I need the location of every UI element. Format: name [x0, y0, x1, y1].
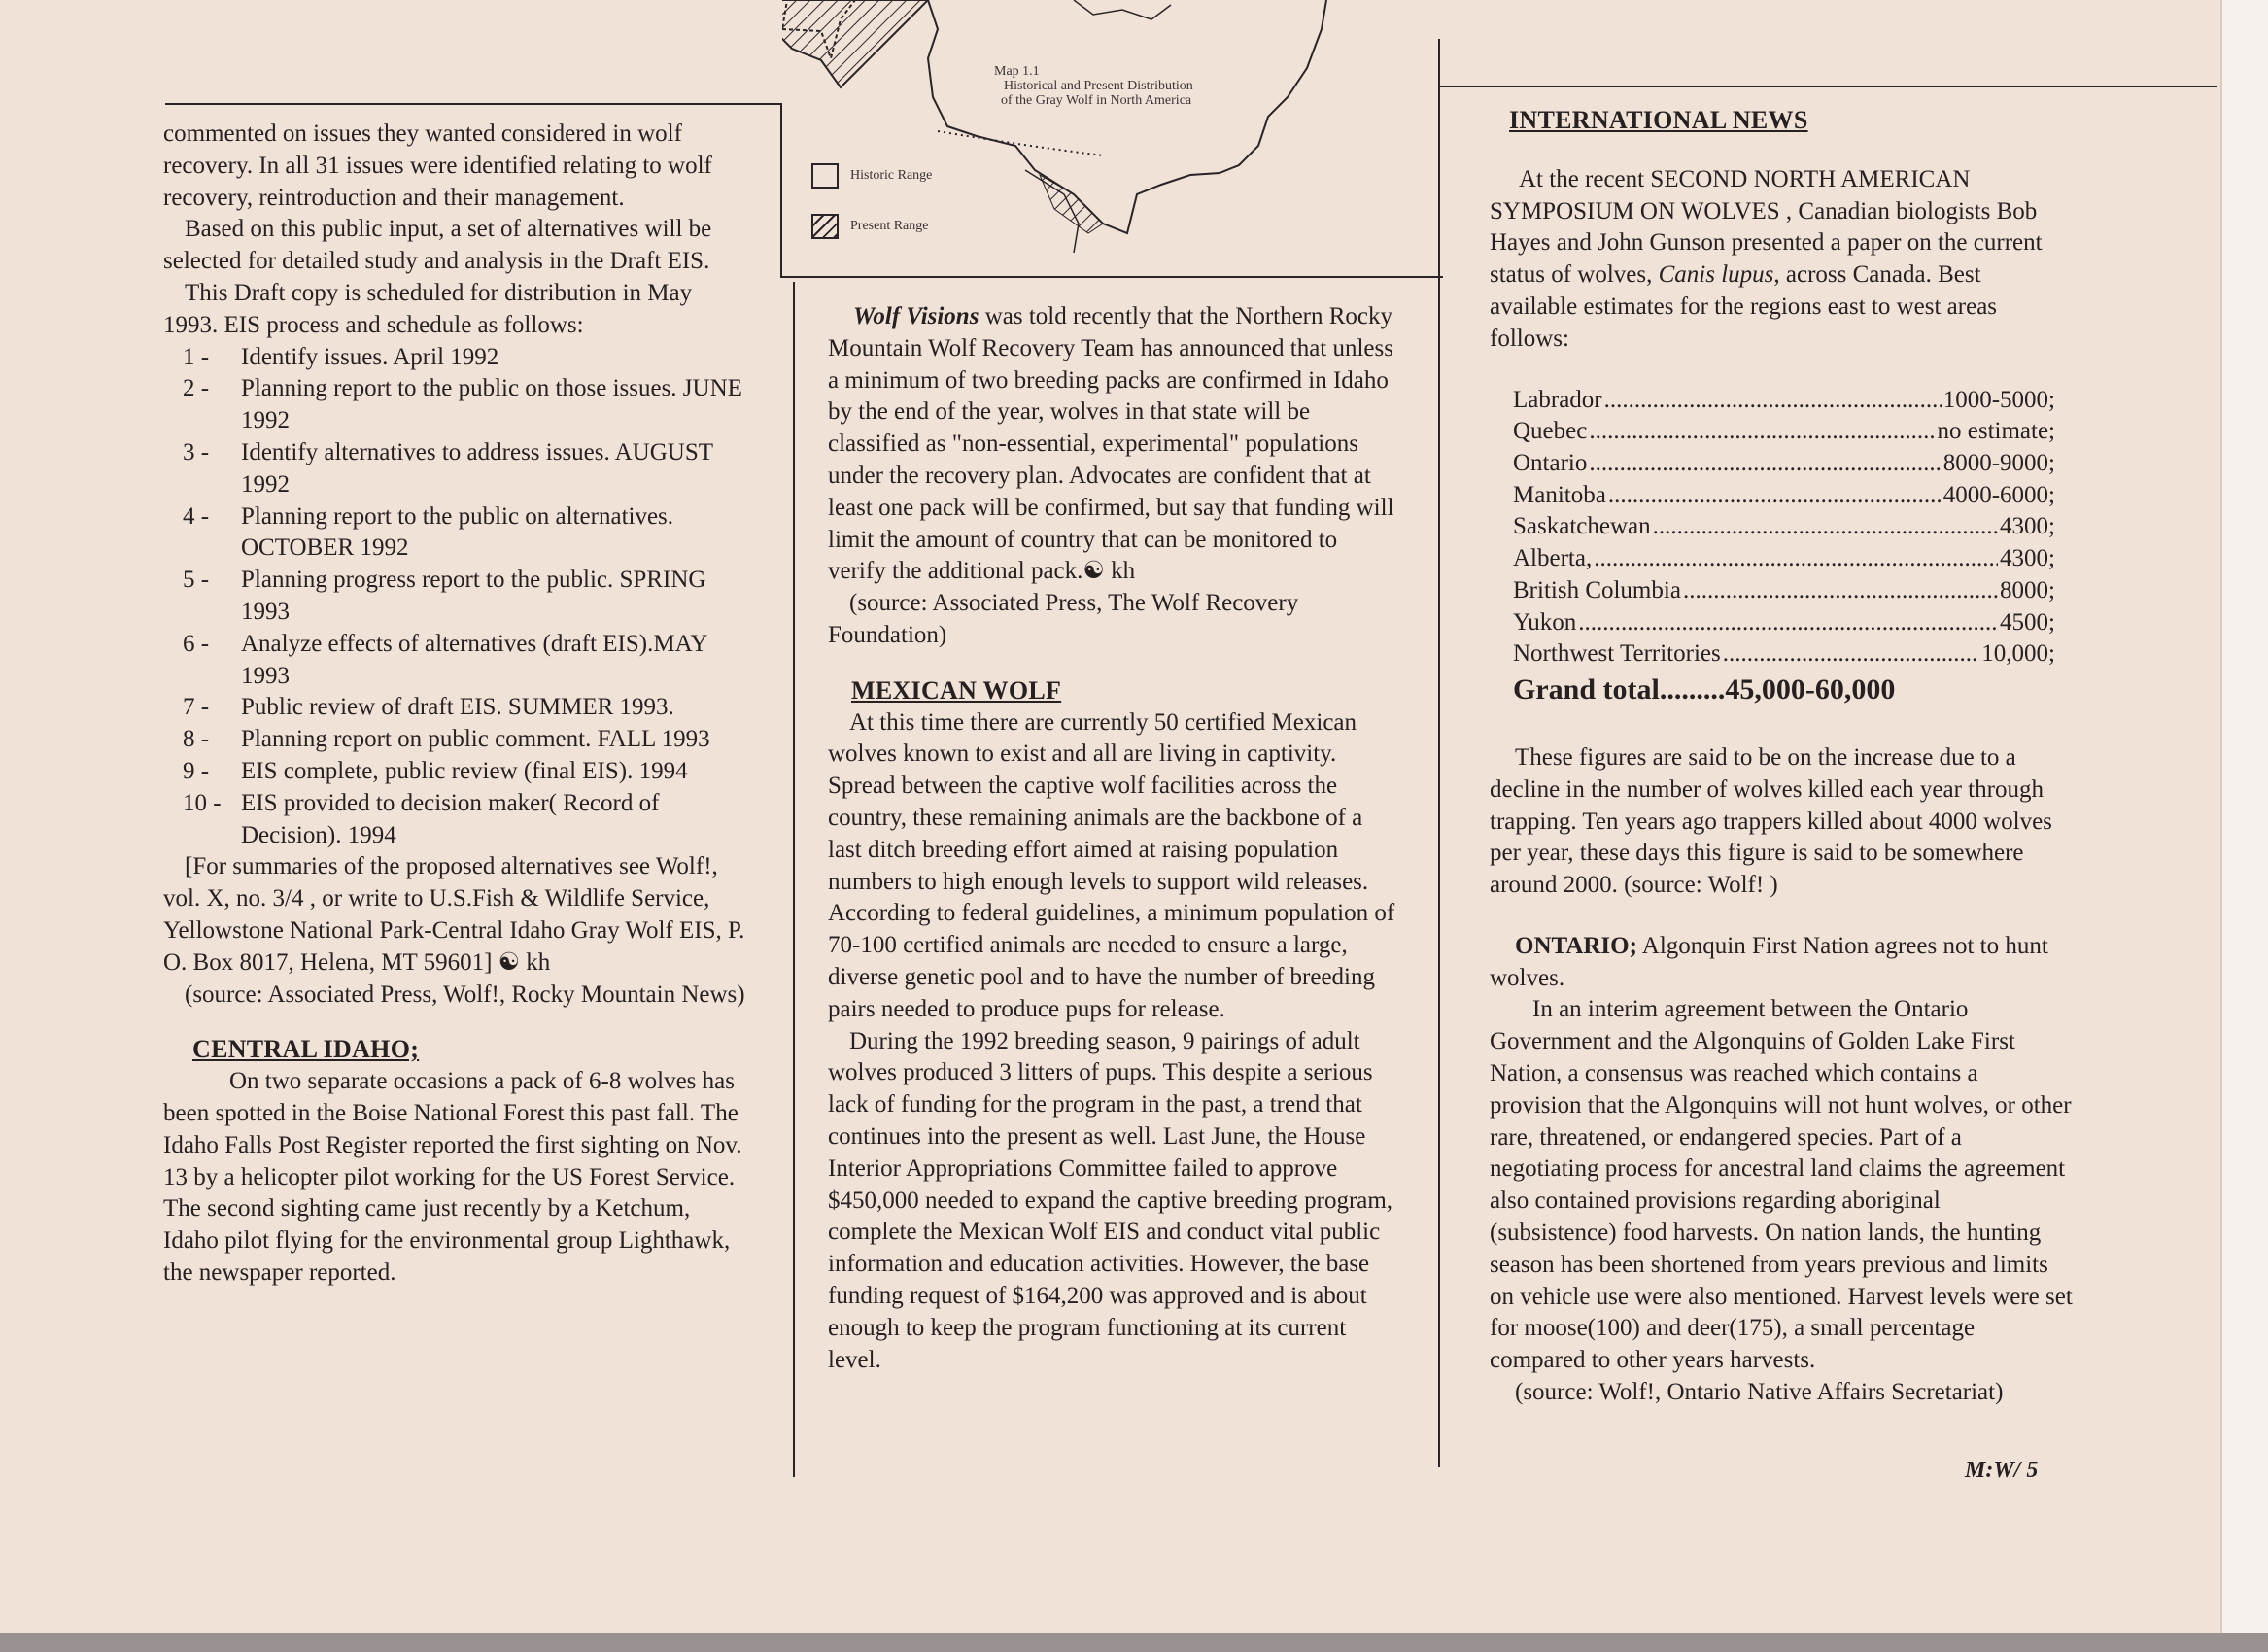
rule-col3-left [1438, 39, 1440, 1467]
ontario-paragraph: In an interim agreement between the Ontario Government and the Algonquins of Golden Lake First Nation, a consensus was reached which contains a provision that the Algonquins will not hunt wolves, or other rare, threatened, or endangered species. Part of a negotiating process for ancestral land claims the agreement also contained provisions regarding aboriginal (subsistence) food harvests. On nation lands, the hunting season has been shortened from years previous and limits on vehicle use were also mentioned. Harvest levels were set for moose(100) and deer(175), a small percentage compared to other years harvests. [1490, 996, 2073, 1374]
col1-paragraph: commented on issues they wanted considered in wolf recovery. In all 31 issues were identified relating to wolf recovery, reintroduction and their management. [163, 120, 712, 211]
schedule-item: 1 - Identify issues. April 1992 [183, 343, 499, 370]
legend-historic [811, 163, 932, 189]
wolf-estimates-table [1513, 385, 2055, 671]
figures-paragraph: These figures are said to be on the increase due to a decline in the number of wolves killed each year through trapping. Ten years ago trappers killed about 4000 wolves per year, these days this figure is said to be somewhere around 2000. (source: Wolf! ) [1490, 743, 2052, 899]
grand-total: Grand total.........45,000-60,000 [1513, 672, 1896, 706]
international-intro: At the recent SECOND NORTH AMERICAN SYMPOSIUM ON WOLVES , Canadian biologists Bob Hayes and John Gunson presented a paper on the current status of wolves, Canis lupus, across Canada. Best available estimates for the regions east to west areas follows: [1490, 165, 2043, 352]
column-2 [828, 301, 1401, 1376]
schedule-item: 10 - EIS provided to decision maker( Record of Decision). 1994 [183, 789, 660, 848]
wolf-visions-title: Wolf Visions [853, 303, 979, 329]
schedule-item: 9 - EIS complete, public review (final EIS). 1994 [183, 757, 688, 784]
estimate-row: Yukon ..... 4500; [1513, 607, 2055, 639]
rule-col3-top [1440, 86, 2217, 87]
mexican-wolf-heading: MEXICAN WOLF [851, 675, 1062, 705]
col1-paragraph: This Draft copy is scheduled for distribution in May 1993. EIS process and schedule as follows: [163, 279, 693, 338]
eis-schedule-list [163, 342, 746, 852]
wolf-visions-source: (source: Associated Press, The Wolf Recovery Foundation) [828, 590, 1299, 648]
page-edge [2220, 0, 2268, 1652]
central-idaho-heading: CENTRAL IDAHO; [192, 1035, 420, 1064]
estimate-row: Alberta, ..... 4300; [1513, 543, 2055, 575]
legend-historic-label: Historic Range [850, 168, 933, 183]
historic-range-swatch [811, 163, 839, 189]
column-3 [1490, 105, 2073, 1409]
wolf-range-map [782, 0, 1443, 274]
estimate-row: Ontario ..... 8000-9000; [1513, 448, 2055, 480]
rule-col2-left [793, 282, 795, 1477]
present-range-swatch [811, 214, 839, 239]
column-1 [163, 119, 746, 1290]
wolf-visions-text: was told recently that the Northern Rocky Mountain Wolf Recovery Team has announced that unless a minimum of two breeding packs are confirmed in Idaho by the end of the year, wolves in that state will be classified as "non-essential, experimental" populations under the recovery plan. Advocates are confident that at least one pack will be confirmed, but say that funding will limit the amount of country that can be monitored to verify the additional pack.☯ kh [828, 303, 1394, 585]
legend-present-label: Present Range [850, 219, 929, 233]
map-caption-title: Map 1.1 [994, 64, 1040, 79]
rule-map-left [780, 103, 782, 278]
col1-source: (source: Associated Press, Wolf!, Rocky Mountain News) [185, 981, 745, 1008]
rule-col1-top [165, 103, 782, 105]
estimate-row: Labrador ..... 1000-5000; [1513, 385, 2055, 417]
schedule-item: 8 - Planning report on public comment. FALL 1993 [183, 726, 710, 753]
rule-map-bottom [780, 276, 1443, 278]
estimate-row: Saskatchewan ..... 4300; [1513, 511, 2055, 543]
mexican-wolf-paragraph: During the 1992 breeding season, 9 pairings of adult wolves produced 3 litters of pups. This despite a serious lack of funding for the program in the past, a trend that continues into the present as well. Last June, the House Interior Appropriations Committee failed to approve $450,000 needed to expand the captive breeding program, complete the Mexican Wolf EIS and conduct vital public information and education activities. However, the base funding request of $164,200 was approved and is about enough to keep the program functioning at its current level. [828, 1027, 1393, 1373]
schedule-item: 4 - Planning report to the public on alternatives. OCTOBER 1992 [183, 502, 674, 562]
schedule-item: 6 - Analyze effects of alternatives (draft EIS).MAY 1993 [183, 630, 707, 689]
international-news-heading: INTERNATIONAL NEWS [1509, 106, 1808, 134]
estimate-row: Northwest Territories ..... 10,000; [1513, 638, 2055, 671]
page-folio: M:W/ 5 [1965, 1458, 2039, 1483]
ontario-label: ONTARIO; [1515, 932, 1637, 959]
scan-bottom-edge [0, 1633, 2268, 1652]
mexican-wolf-paragraph: At this time there are currently 50 certified Mexican wolves known to exist and all are living in captivity. Spread between the captive wolf facilities across the country, these remaining animals are the backbone of a last ditch breeding effort aimed at raising population numbers to high enough levels to support wild releases. According to federal guidelines, a minimum population of 70-100 certified animals are needed to ensure a large, diverse genetic pool and to have the number of breeding pairs needed to produce pups for release. [828, 708, 1395, 1022]
estimate-row: British Columbia ..... 8000; [1513, 575, 2055, 607]
schedule-item: 5 - Planning progress report to the public. SPRING 1993 [183, 567, 706, 625]
col1-paragraph: Based on this public input, a set of alternatives will be selected for detailed study and analysis in the Draft EIS. [163, 216, 712, 275]
central-idaho-text: On two separate occasions a pack of 6-8 wolves has been spotted in the Boise National Forest this past fall. The Idaho Falls Post Register reported the first sighting on Nov. 13 by a helicopter pilot working for the US Forest Service. The second sighting came just recently by a Ketchum, Idaho pilot flying for the environmental group Lighthawk, the newspaper reported. [163, 1068, 742, 1286]
col1-paragraph: [For summaries of the proposed alternatives see Wolf!, vol. X, no. 3/4 , or write to U.S.Fish & Wildlife Service, Yellowstone National Park-Central Idaho Gray Wolf EIS, P. O. Box 8017, Helena, MT 59601] ☯ kh [163, 853, 745, 976]
map-caption-subtitle-2: of the Gray Wolf in North America [1001, 93, 1192, 108]
ontario-intro: ONTARIO; Algonquin First Nation agrees not to hunt wolves. [1490, 932, 2048, 991]
wolf-visions-paragraph [828, 301, 1401, 588]
estimate-row: Manitoba ..... 4000-6000; [1513, 480, 2055, 512]
species-name: Canis lupus [1658, 261, 1774, 289]
estimate-row: Quebec ..... no estimate; [1513, 416, 2055, 448]
schedule-item: 7 - Public review of draft EIS. SUMMER 1993. [183, 694, 674, 721]
legend-present [811, 214, 928, 239]
schedule-item: 2 - Planning report to the public on those issues. JUNE 1992 [183, 375, 742, 434]
map-caption-subtitle: Historical and Present Distribution [1004, 79, 1193, 93]
ontario-source: (source: Wolf!, Ontario Native Affairs Secretariat) [1515, 1379, 2004, 1406]
schedule-item: 3 - Identify alternatives to address issues. AUGUST 1992 [183, 438, 713, 498]
